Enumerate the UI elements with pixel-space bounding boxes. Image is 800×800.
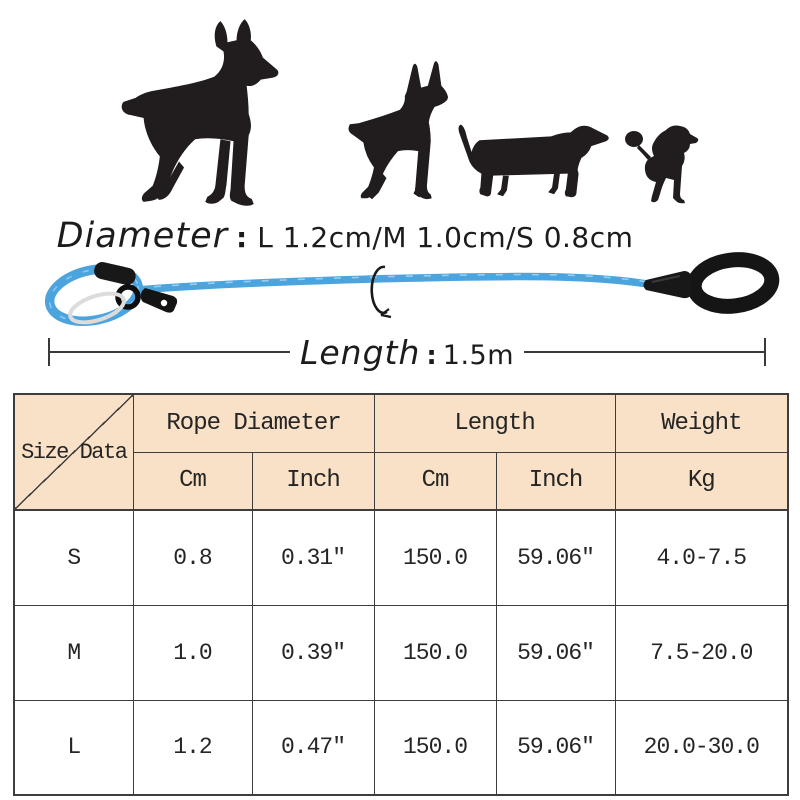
subheader-weight-kg: Kg [615, 452, 788, 510]
subheader-length-cm: Cm [374, 452, 496, 510]
col-group-length: Length [374, 394, 615, 452]
corner-cell: Size Data [14, 394, 133, 510]
measure-tick-right [764, 338, 766, 366]
table-row-m [14, 605, 788, 700]
rope-leash-image [0, 252, 800, 330]
length-measurement [48, 330, 766, 374]
col-group-rope-diameter: Rope Diameter [133, 394, 374, 452]
size-cell: S [14, 510, 133, 605]
doberman-silhouette-icon [296, 54, 450, 204]
length-caption [290, 333, 524, 372]
col-group-weight: Weight [615, 394, 788, 452]
value-cell: 7.5-20.0 [615, 605, 788, 700]
value-cell: 59.06″ [496, 510, 615, 605]
value-cell: 20.0-30.0 [615, 700, 788, 795]
value-cell: 1.2 [133, 700, 252, 795]
subheader-diameter-cm: Cm [133, 452, 252, 510]
diameter-value: L 1.2cm/M 1.0cm/S 0.8cm [257, 221, 634, 254]
value-cell: 0.31″ [252, 510, 374, 605]
size-data-table [13, 393, 787, 797]
value-cell: 150.0 [374, 700, 496, 795]
size-cell: L [14, 700, 133, 795]
measure-rule-right [524, 351, 764, 353]
subheader-diameter-inch: Inch [252, 452, 374, 510]
size-cell: M [14, 605, 133, 700]
diameter-colon: : [236, 221, 248, 254]
metal-ring [67, 288, 128, 328]
dachshund-silhouette-icon [448, 106, 610, 202]
value-cell: 1.0 [133, 605, 252, 700]
value-cell: 0.47″ [252, 700, 374, 795]
length-value: 1.5m [442, 339, 515, 371]
rope-stopper-band [93, 260, 138, 286]
length-colon: : [426, 340, 437, 371]
padded-handle [644, 255, 775, 310]
value-cell: 150.0 [374, 605, 496, 700]
value-cell: 59.06″ [496, 700, 615, 795]
boxer-silhouette-icon [78, 16, 280, 210]
subheader-length-inch: Inch [496, 452, 615, 510]
poodle-silhouette-icon [620, 122, 700, 204]
measure-rule-left [50, 351, 290, 353]
handle-connector [644, 271, 692, 298]
table-row-l [14, 700, 788, 795]
table-row-s [14, 510, 788, 605]
rotation-arrow-icon [372, 267, 391, 317]
value-cell: 0.8 [133, 510, 252, 605]
length-label: Length [299, 332, 421, 372]
slip-loop [45, 260, 177, 328]
value-cell: 4.0-7.5 [615, 510, 788, 605]
value-cell: 59.06″ [496, 605, 615, 700]
value-cell: 150.0 [374, 510, 496, 605]
diameter-label: Diameter [56, 216, 228, 256]
value-cell: 0.39″ [252, 605, 374, 700]
